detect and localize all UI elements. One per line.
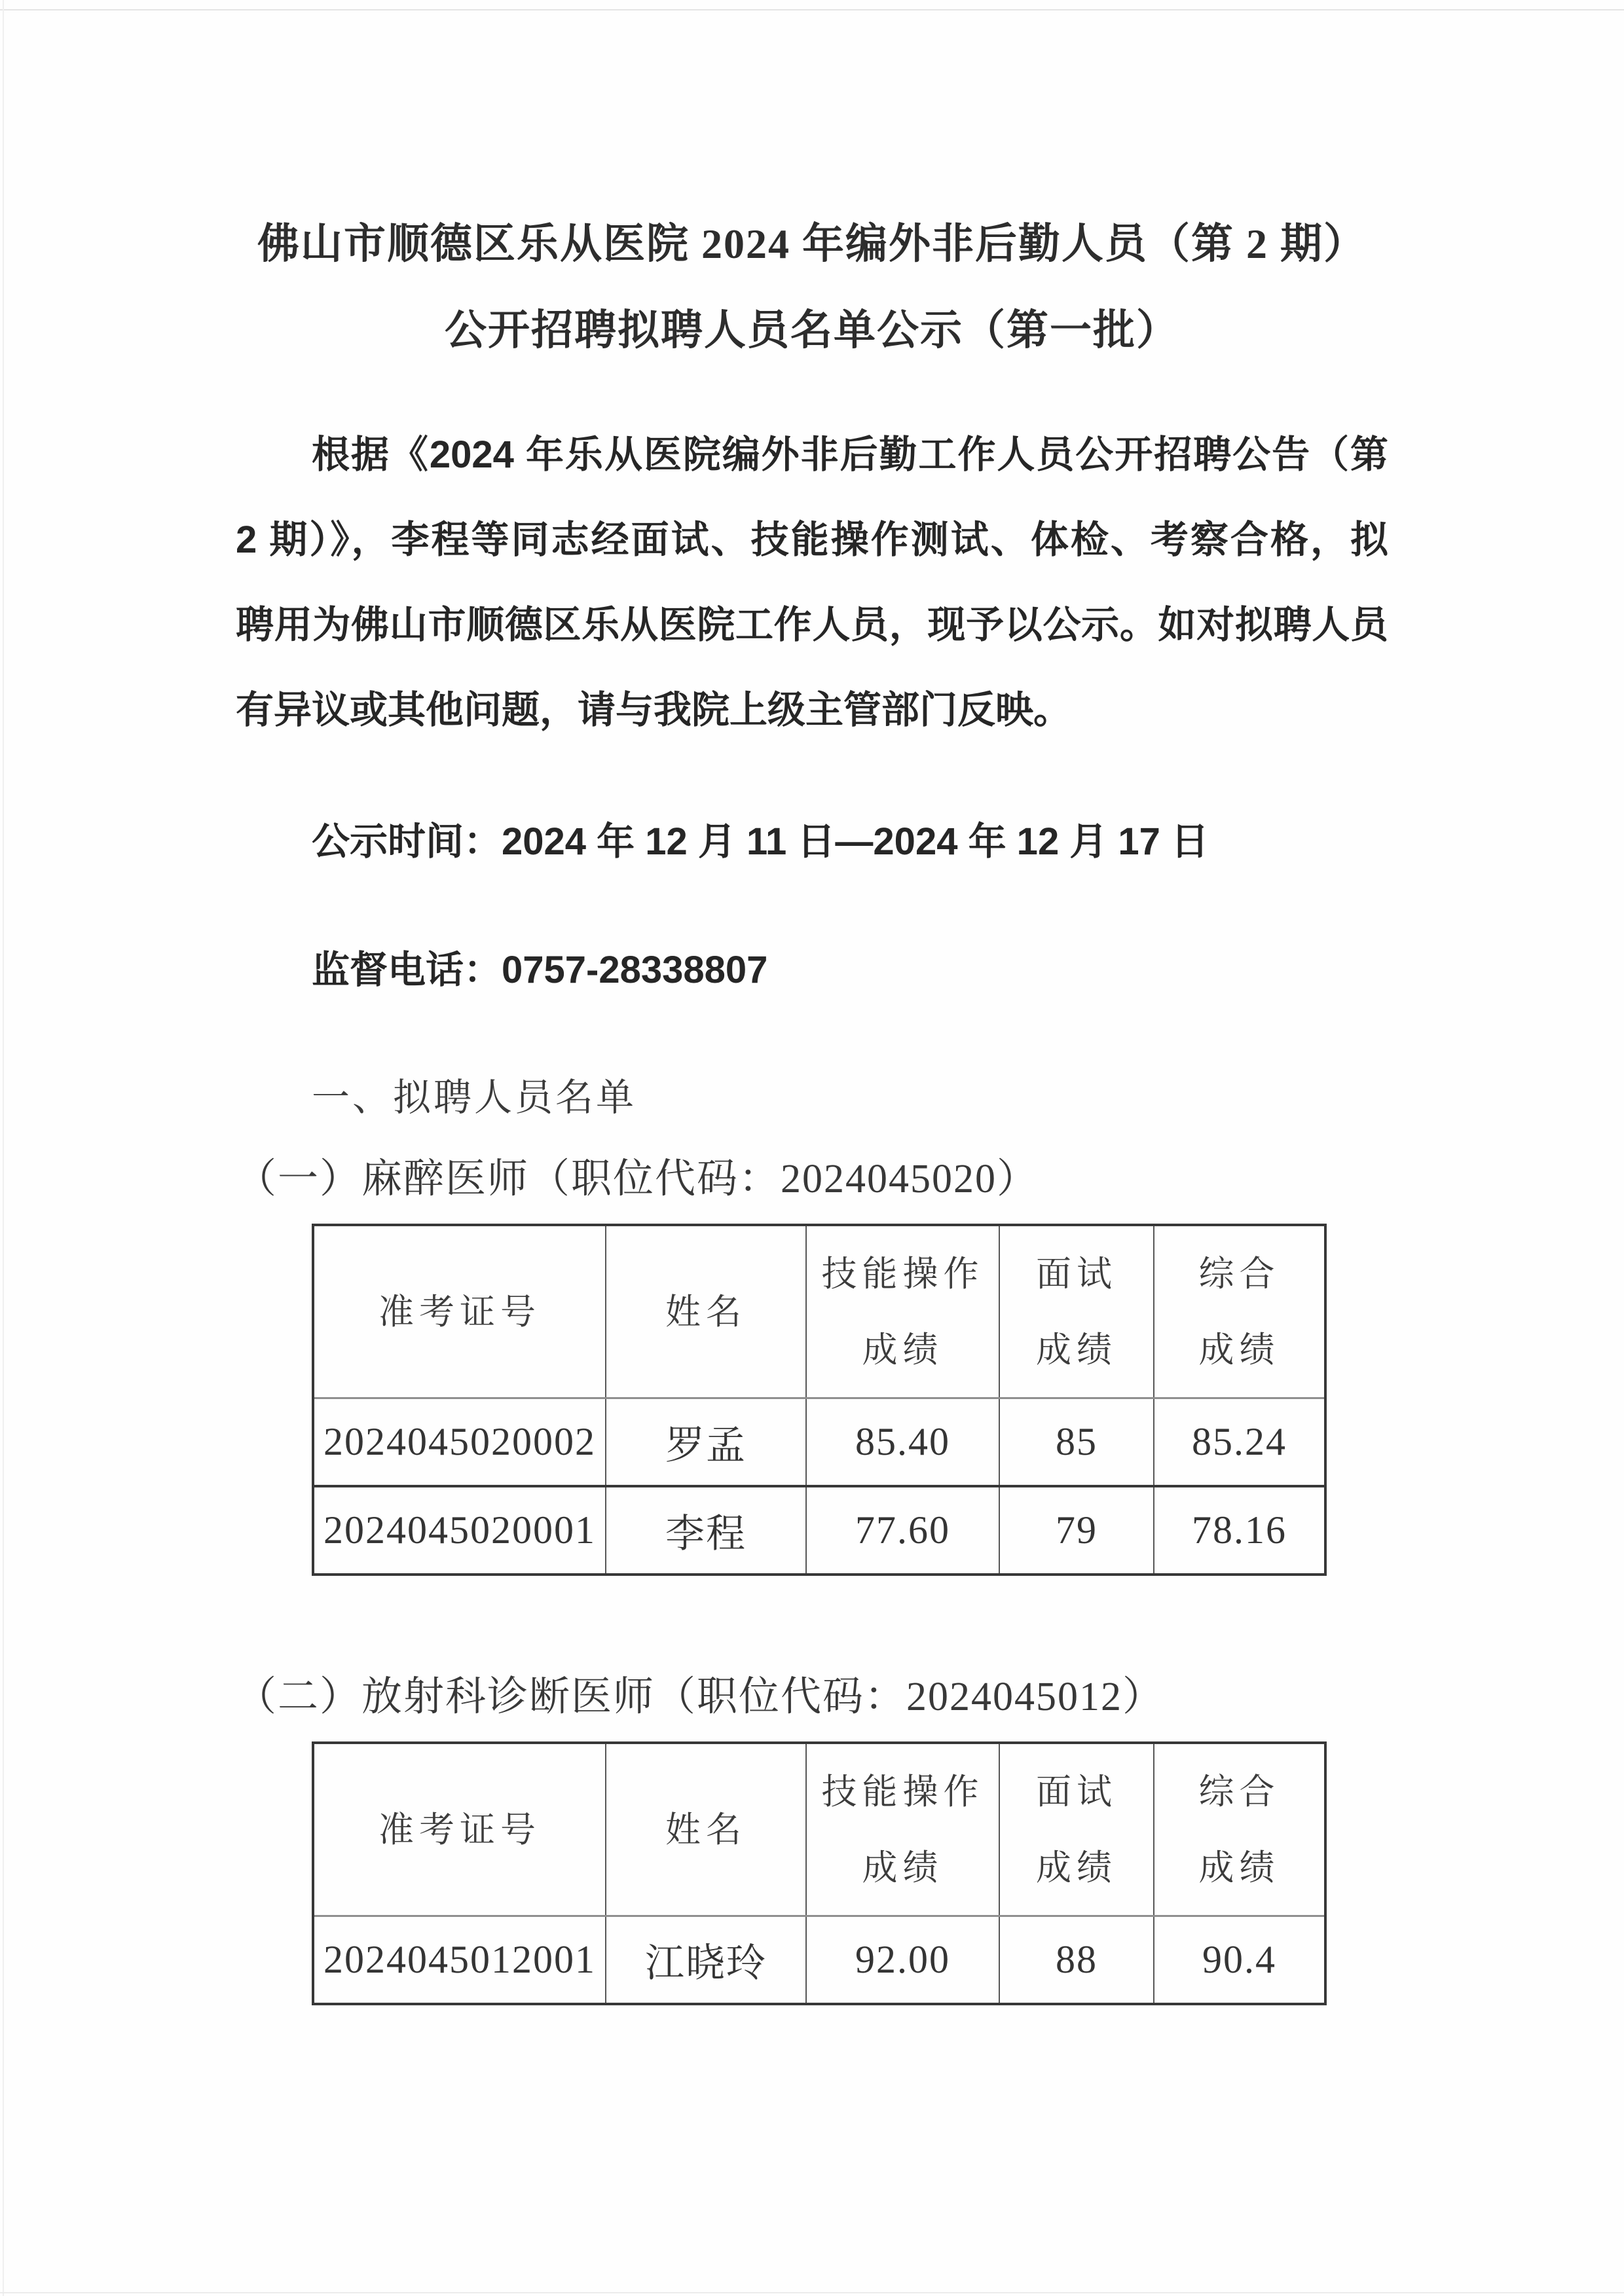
header-skill-score-line-1: 技能操作: [821, 1254, 984, 1294]
header-name-label: 姓名: [665, 1810, 747, 1850]
cell-skill-score: 85.40: [806, 1398, 999, 1487]
header-composite-score-line-1: 综合: [1198, 1254, 1280, 1294]
document-title: [0, 201, 1624, 374]
header-interview-score-line-1: 面试: [1036, 1254, 1117, 1294]
header-composite-score: [1154, 1743, 1325, 1916]
header-composite-score-line-1: 综合: [1198, 1772, 1280, 1812]
cell-name: 罗孟: [606, 1398, 806, 1487]
cell-interview-score: 79: [999, 1486, 1154, 1575]
radiology-score-table: [312, 1741, 1327, 2005]
header-exam-id: [313, 1225, 606, 1398]
header-composite-score-line-2: 成绩: [1198, 1848, 1280, 1887]
header-exam-id: [313, 1743, 606, 1916]
cell-exam-id: 2024045020002: [313, 1398, 606, 1487]
paragraph-line-2: 2 期）》，李程等同志经面试、技能操作测试、体检、考察合格，拟: [236, 519, 1388, 561]
cell-skill-score: 92.00: [806, 1916, 999, 2005]
table-header-row: [313, 1743, 1325, 1916]
section-2-heading: （二）放射科诊断医师（职位代码：2024045012）: [236, 1675, 1165, 1719]
cell-interview-score: 88: [999, 1916, 1154, 2005]
header-name-label: 姓名: [665, 1292, 747, 1332]
table-header-row: [313, 1225, 1325, 1398]
cell-exam-id: 2024045020001: [313, 1486, 606, 1575]
section-1-table-container: [312, 1224, 1327, 1576]
header-skill-score: [806, 1225, 999, 1398]
intro-paragraph: [236, 412, 1388, 753]
cell-name: 李程: [606, 1486, 806, 1575]
header-name: [606, 1743, 806, 1916]
paragraph-line-1: 根据《2024 年乐从医院编外非后勤工作人员公开招聘公告（第: [312, 433, 1388, 476]
header-name: [606, 1225, 806, 1398]
paragraph-line-4: 有异议或其他问题，请与我院上级主管部门反映。: [236, 689, 1072, 731]
header-interview-score: [999, 1743, 1154, 1916]
header-skill-score-line-1: 技能操作: [821, 1772, 984, 1812]
cell-name: 江晓玲: [606, 1916, 806, 2005]
supervision-phone-line: 监督电话：0757-28338807: [312, 949, 768, 991]
header-skill-score: [806, 1743, 999, 1916]
cell-skill-score: 77.60: [806, 1486, 999, 1575]
header-composite-score-line-2: 成绩: [1198, 1330, 1280, 1370]
publicity-period-line: 公示时间：2024 年 12 月 11 日—2024 年 12 月 17 日: [312, 820, 1209, 863]
cell-composite-score: 78.16: [1154, 1486, 1325, 1575]
header-interview-score-line-2: 成绩: [1036, 1330, 1117, 1370]
document-title-line-2: 公开招聘拟聘人员名单公示（第一批）: [445, 307, 1179, 354]
header-skill-score-line-2: 成绩: [862, 1330, 944, 1370]
paragraph-line-3: 聘用为佛山市顺德区乐从医院工作人员，现予以公示。如对拟聘人员: [236, 604, 1388, 646]
header-interview-score-line-1: 面试: [1036, 1772, 1117, 1812]
cell-composite-score: 90.4: [1154, 1916, 1325, 2005]
table-row: [313, 1486, 1325, 1575]
header-interview-score-line-2: 成绩: [1036, 1848, 1117, 1887]
table-row: [313, 1916, 1325, 2005]
cell-composite-score: 85.24: [1154, 1398, 1325, 1487]
cell-exam-id: 2024045012001: [313, 1916, 606, 2005]
scan-artifact-bottom-line: [0, 2292, 1624, 2293]
section-1-heading: （一）麻醉医师（职位代码：2024045020）: [236, 1157, 1039, 1201]
header-interview-score: [999, 1225, 1154, 1398]
header-exam-id-label: 准考证号: [378, 1292, 541, 1332]
list-heading: 一、拟聘人员名单: [312, 1076, 637, 1119]
anesthesiologist-score-table: [312, 1224, 1327, 1576]
document-title-line-1: 佛山市顺德区乐从医院 2024 年编外非后勤人员（第 2 期）: [257, 221, 1367, 267]
header-skill-score-line-2: 成绩: [862, 1848, 944, 1887]
cell-interview-score: 85: [999, 1398, 1154, 1487]
scan-artifact-top-line: [0, 9, 1624, 10]
header-exam-id-label: 准考证号: [378, 1810, 541, 1850]
table-row: [313, 1398, 1325, 1487]
section-2-table-container: [312, 1741, 1327, 2005]
header-composite-score: [1154, 1225, 1325, 1398]
